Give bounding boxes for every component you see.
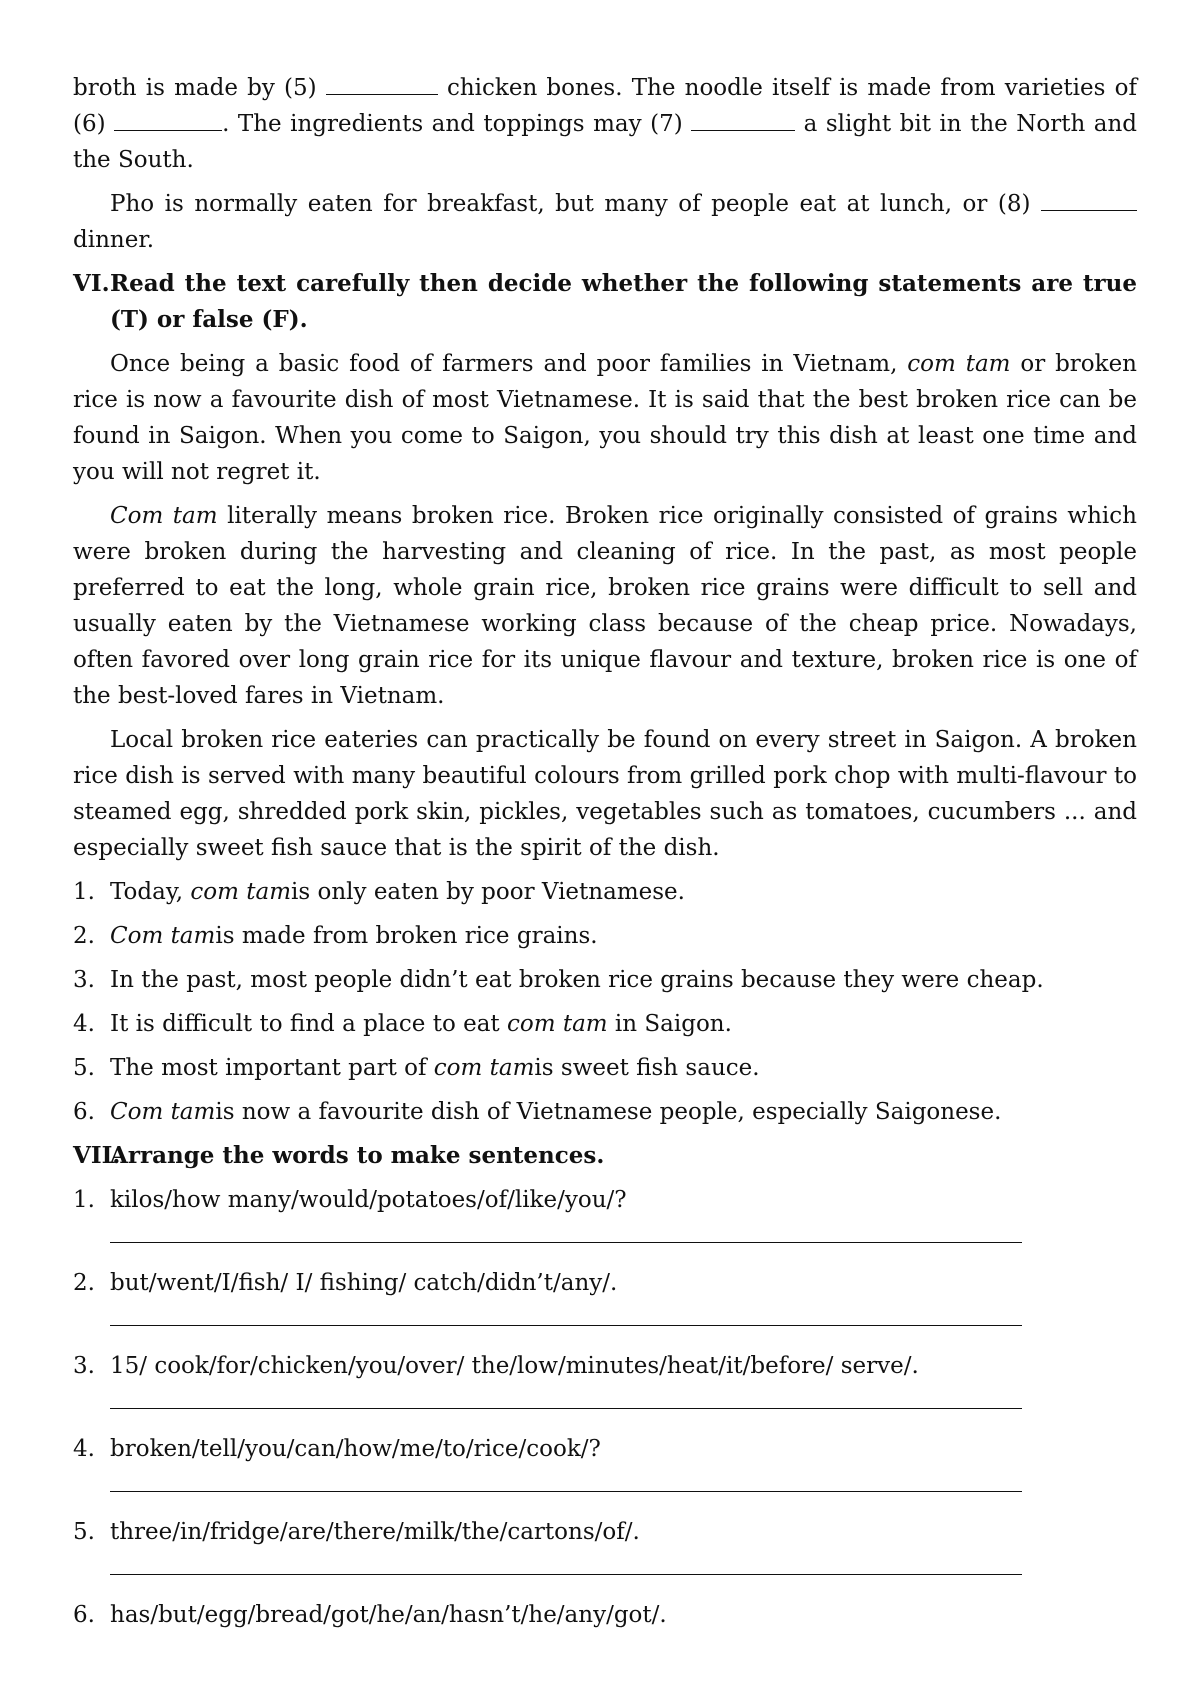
text-fragment: chicken bones. The noodle itself is made from varieties of (6) [73, 75, 1137, 137]
arrange-item [73, 1514, 1137, 1550]
italic-term: Com tam [110, 503, 218, 529]
reading-paragraph-3: Local broken rice eateries can practically be found on every street in Saigon. A broken rice dish is served with many beautiful colours from grilled pork chop with multi-flavour to steamed egg, shredded pork skin, pickles, vegetables such as tomatoes, cucumbers ... and especially sweet fish sauce that is the spirit of the dish. [73, 727, 1137, 861]
scrambled-words: kilos/how many/would/potatoes/of/like/you/? [110, 1187, 627, 1213]
item-number: 6. [73, 1602, 95, 1628]
text-fragment: or broken rice is now a favourite dish of most Vietnamese. It is said that the best broken rice can be found in Saigon. When you come to Saigon, you should try this dish at least one time and you will not regret it. [73, 351, 1137, 485]
answer-line[interactable] [110, 1574, 1022, 1575]
answer-line[interactable] [110, 1491, 1022, 1492]
text-fragment: is made from broken rice grains. [215, 923, 598, 949]
item-number: 5. [73, 1519, 95, 1545]
statement-text [110, 1050, 1137, 1086]
item-number: 1. [73, 1187, 95, 1213]
blank-8[interactable] [1041, 188, 1137, 211]
statement-item [73, 1006, 1137, 1042]
item-number: 4. [73, 1011, 95, 1037]
statement-item [73, 874, 1137, 910]
arrange-item [73, 1265, 1137, 1301]
section-title: Read the text carefully then decide whether the following statements are true (T) or false (F). [110, 270, 1137, 333]
text-fragment: Today, [110, 879, 191, 905]
statement-text [110, 918, 1137, 954]
text-fragment: In the past, most people didn’t eat broken rice grains because they were cheap. [110, 967, 1044, 993]
italic-term: com tam [907, 351, 1011, 377]
text-fragment: a slight bit in the North and the South. [73, 111, 1137, 173]
text-fragment: Once being a basic food of farmers and poor families in Vietnam, [110, 351, 908, 377]
item-number: 5. [73, 1055, 95, 1081]
text-fragment: is now a favourite dish of Vietnamese people, especially Saigonese. [215, 1099, 1002, 1125]
statement-text [110, 874, 1137, 910]
item-number: 4. [73, 1436, 95, 1462]
scrambled-words: but/went/I/fish/ I/ fishing/ catch/didn’t/any/. [110, 1270, 618, 1296]
statement-text [110, 1006, 1137, 1042]
item-number: 2. [73, 923, 95, 949]
text-fragment: . The ingredients and toppings may (7) [222, 111, 683, 137]
item-number: 1. [73, 879, 95, 905]
text-fragment: It is difficult to find a place to eat [110, 1011, 507, 1037]
scrambled-words: broken/tell/you/can/how/me/to/rice/cook/? [110, 1436, 601, 1462]
statement-item [73, 962, 1137, 998]
section-number: VII. [73, 1142, 121, 1169]
item-number: 3. [73, 1353, 95, 1379]
italic-term: Com tam [110, 923, 216, 949]
statement-item [73, 918, 1137, 954]
statement-text [110, 962, 1137, 998]
blank-7[interactable] [691, 108, 795, 131]
text-fragment: Pho is normally eaten for breakfast, but many of people eat at lunch, or (8) [110, 191, 1031, 217]
italic-term: com tam [190, 879, 292, 905]
text-fragment: dinner. [73, 227, 155, 253]
scrambled-words: has/but/egg/bread/got/he/an/hasn’t/he/any/got/. [110, 1602, 667, 1628]
section-7-heading [73, 1138, 1137, 1174]
gapfill-paragraph-2 [73, 186, 1137, 258]
blank-6[interactable] [114, 108, 222, 131]
statements-list [73, 874, 1137, 1130]
statement-item [73, 1050, 1137, 1086]
text-fragment: is only eaten by poor Vietnamese. [291, 879, 685, 905]
arrange-item [73, 1431, 1137, 1467]
section-6-heading [73, 266, 1137, 338]
statement-item [73, 1094, 1137, 1130]
arrange-item [73, 1597, 1137, 1633]
italic-term: com tam [433, 1055, 535, 1081]
italic-term: com tam [506, 1011, 608, 1037]
arrange-list [73, 1182, 1137, 1633]
item-number: 6. [73, 1099, 95, 1125]
gapfill-paragraph-1 [73, 70, 1137, 178]
arrange-item [73, 1348, 1137, 1384]
answer-line[interactable] [110, 1325, 1022, 1326]
text-fragment: in Saigon. [607, 1011, 732, 1037]
italic-term: Com tam [110, 1099, 216, 1125]
reading-paragraph-2 [73, 498, 1137, 714]
text-fragment: broth is made by (5) [73, 75, 317, 101]
reading-paragraph-1 [73, 346, 1137, 490]
item-number: 2. [73, 1270, 95, 1296]
answer-line[interactable] [110, 1242, 1022, 1243]
section-number: VI. [73, 270, 110, 297]
statement-text [110, 1094, 1137, 1130]
text-fragment: is sweet fish sauce. [534, 1055, 760, 1081]
blank-5[interactable] [326, 72, 438, 95]
section-title: Arrange the words to make sentences. [110, 1142, 605, 1169]
text-fragment: The most important part of [110, 1055, 434, 1081]
item-number: 3. [73, 967, 95, 993]
worksheet-page [73, 70, 1137, 1633]
answer-line[interactable] [110, 1408, 1022, 1409]
text-fragment: literally means broken rice. Broken rice originally consisted of grains which were broken during the harvesting and cleaning of rice. In the past, as most people preferred to eat the long, whole grain rice, broken rice grains were difficult to sell and usually eaten by the Vietnamese working class because of the cheap price. Nowadays, often favored over long grain rice for its unique flavour and texture, broken rice is one of the best-loved fares in Vietnam. [73, 503, 1137, 709]
scrambled-words: 15/ cook/for/chicken/you/over/ the/low/minutes/heat/it/before/ serve/. [110, 1353, 919, 1379]
scrambled-words: three/in/fridge/are/there/milk/the/cartons/of/. [110, 1519, 640, 1545]
arrange-item [73, 1182, 1137, 1218]
